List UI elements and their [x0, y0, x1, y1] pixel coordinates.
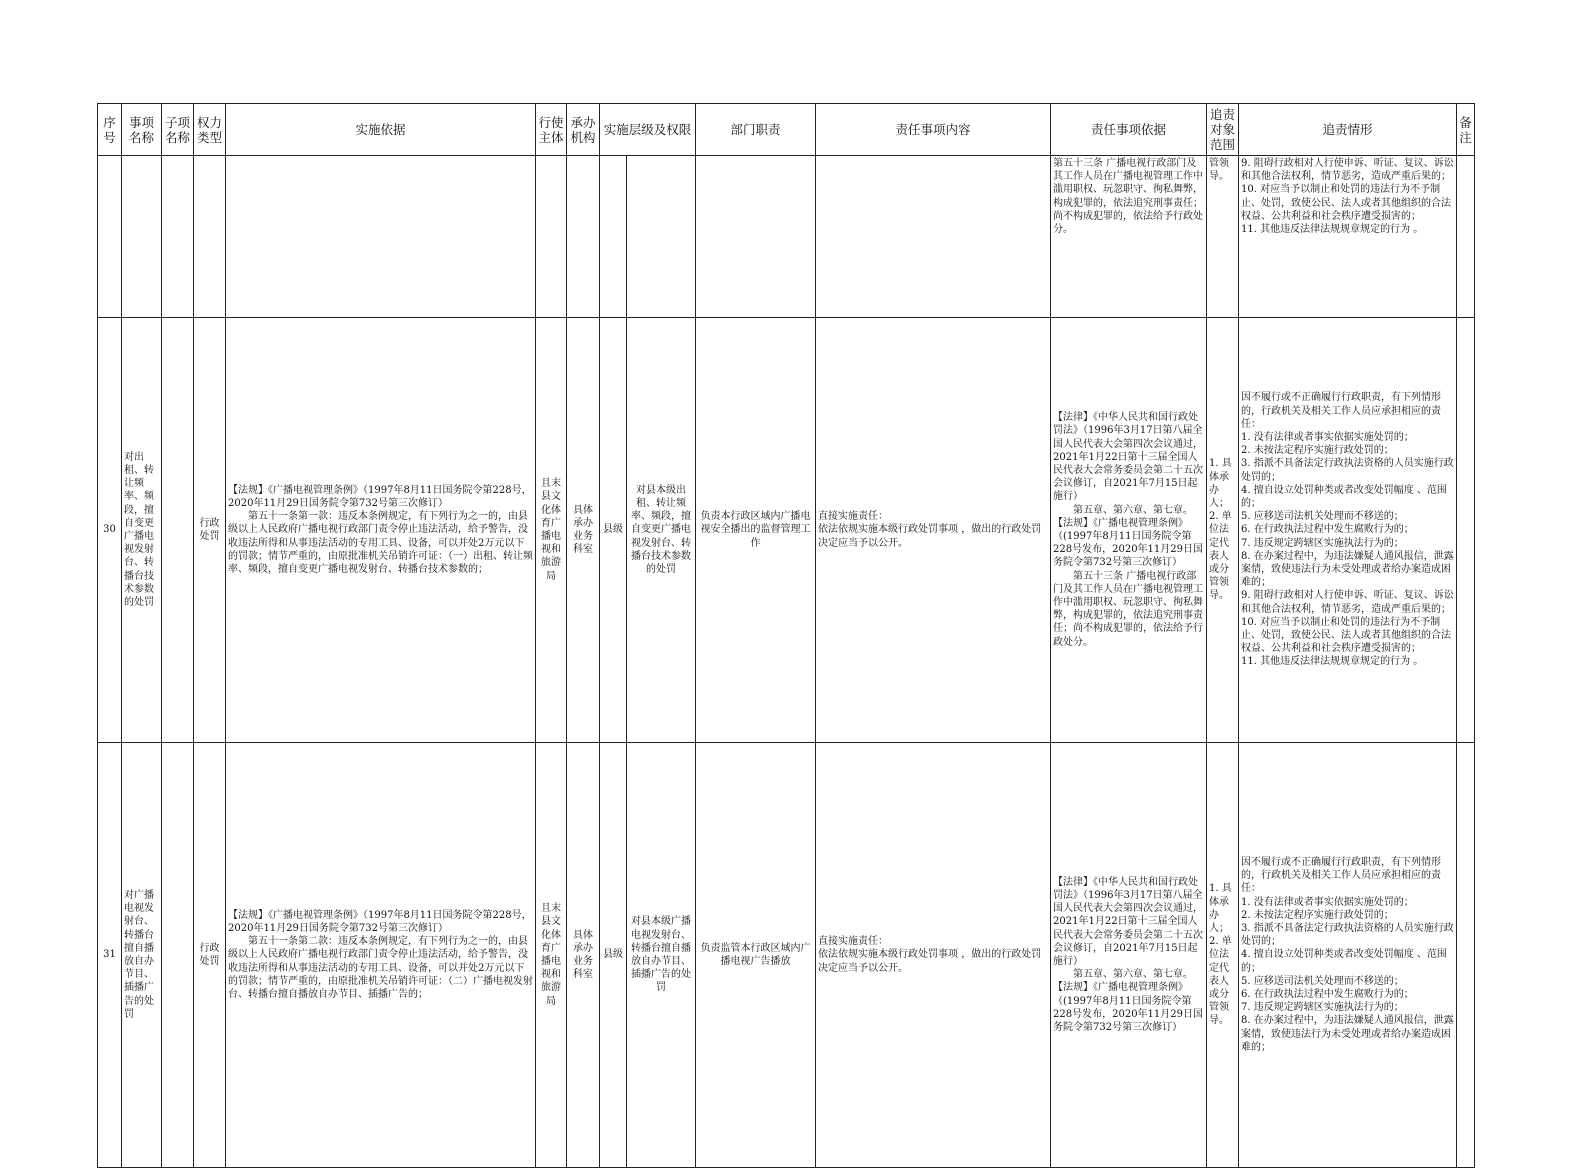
- seq-cell: 31: [98, 743, 122, 1168]
- resp-basis-cell: 【法律】《中华人民共和国行政处罚法》（1996年3月17日第八届全国人民代表大会第四次会议通过，2021年1月22日第十三届全国人民代表大会常务委员会第二十五次会议修订，自2021年7月15日起施行） 第五章、第六章、第七章。 【法规】《广播电视管理条例》（(1997年8月11日国务院令第228号发布，2020年11月29日国务院令第732号第三次修订）: [1051, 743, 1207, 1168]
- level-cell: 县级: [600, 318, 627, 743]
- col-resp-basis-header: 责任事项依据: [1051, 104, 1207, 156]
- col-seq-header: 序号: [98, 104, 122, 156]
- item-cell: 对出租、转让频率、频段，擅自变更广播电视发射台、转播台技术参数的处罚: [122, 318, 162, 743]
- subject-cell: [536, 156, 567, 318]
- subject-cell: 且末县文化体育广播电视和旅游局: [536, 318, 567, 743]
- table-row: [98, 318, 1475, 743]
- basis-cell: [226, 156, 536, 318]
- col-scope-header: 追责对象范围: [1207, 104, 1239, 156]
- power-type-cell: 行政处罚: [194, 318, 226, 743]
- power-type-cell: [194, 156, 226, 318]
- subitem-cell: [162, 156, 194, 318]
- seq-cell: [98, 156, 122, 318]
- resp-content-cell: [816, 156, 1051, 318]
- basis-cell: 【法规】《广播电视管理条例》（1997年8月11日国务院令第228号，2020年11月29日国务院令第732号第三次修订） 第五十一条第一款：违反本条例规定，有下列行为之一的，由县级以上人民政府广播电视行政部门责令停止违法活动，给予警告，没收违法所得和从事违法活动的专用工具、设备，可以并处2万元以下的罚款；情节严重的，由原批准机关吊销许可证：（一）出租、转让频率、频段，擅自变更广播电视发射台、转播台技术参数的；: [226, 318, 536, 743]
- basis-cell: 【法规】《广播电视管理条例》（1997年8月11日国务院令第228号，2020年11月29日国务院令第732号第三次修订） 第五十一条第二款：违反本条例规定，有下列行为之一的，由县级以上人民政府广播电视行政部门责令停止违法活动，给予警告，没收违法所得和从事违法活动的专用工具、设备，可以并处2万元以下的罚款；情节严重的，由原批准机关吊销许可证：（二）广播电视发射台、转播台擅自播放自办节目、插播广告的；: [226, 743, 536, 1168]
- item-cell: [122, 156, 162, 318]
- remark-cell: [1457, 743, 1475, 1168]
- col-level-header: 实施层级及权限: [600, 104, 696, 156]
- col-resp-content-header: 责任事项内容: [816, 104, 1051, 156]
- col-remark-header: 备注: [1457, 104, 1475, 156]
- level-cell: 县级: [600, 743, 627, 1168]
- resp-content-cell: 直接实施责任： 依法依规实施本级行政处罚事项 ，做出的行政处罚决定应当予以公开。: [816, 743, 1051, 1168]
- subitem-cell: [162, 743, 194, 1168]
- col-office-header: 承办机构: [567, 104, 600, 156]
- col-subitem-header: 子项名称: [162, 104, 194, 156]
- resp-basis-cell: 【法律】《中华人民共和国行政处罚法》（1996年3月17日第八届全国人民代表大会第四次会议通过，2021年1月22日第十三届全国人民代表大会常务委员会第二十五次会议修订，自2021年7月15日起施行） 第五章、第六章、第七章。 【法规】《广播电视管理条例》（(1997年8月11日国务院令第228号发布，2020年11月29日国务院令第732号第三次修订） 第五十三条 广播电视行政部门及其工作人员在广播电视管理工作中滥用职权、玩忽职守、徇私舞弊，构成犯罪的，依法追究刑事责任；尚不构成犯罪的，依法给予行政处分。: [1051, 318, 1207, 743]
- col-basis-header: 实施依据: [226, 104, 536, 156]
- dept-duty-cell: 负责本行政区域内广播电视安全播出的监督管理工作: [696, 318, 816, 743]
- level-cell: [600, 156, 627, 318]
- col-subject-header: 行使主体: [536, 104, 567, 156]
- table-row: [98, 156, 1475, 318]
- dept-duty-cell: 负责监管本行政区域内广播电视广告播放: [696, 743, 816, 1168]
- col-accountability-header: 追责情形: [1239, 104, 1457, 156]
- accountability-cell: 9. 阻碍行政相对人行使申诉、听证、复议、诉讼和其他合法权利，情节恶劣，造成严重后果的； 10. 对应当予以制止和处罚的违法行为不予制止、处罚，致使公民、法人或者其他组织的合法权益、公共利益和社会秩序遭受损害的； 11. 其他违反法律法规规章规定的行为 。: [1239, 156, 1457, 318]
- level-scope-cell: 对县本级出租、转让频率、频段，擅自变更广播电视发射台、转播台技术参数的处罚: [627, 318, 696, 743]
- col-dept-duty-header: 部门职责: [696, 104, 816, 156]
- document-sheet: [97, 103, 1474, 1053]
- table-row: [98, 743, 1475, 1168]
- office-cell: 具体承办业务科室: [567, 743, 600, 1168]
- office-cell: 具体承办业务科室: [567, 318, 600, 743]
- accountability-cell: 因不履行或不正确履行行政职责，有下列情形的，行政机关及相关工作人员应承担相应的责任： 1. 没有法律或者事实依据实施处罚的； 2. 未按法定程序实施行政处罚的； 3. 指派不具备法定行政执法资格的人员实施行政处罚的； 4. 擅自设立处罚种类或者改变处罚幅度 、范围的； 5. 应移送司法机关处理而不移送的； 6. 在行政执法过程中发生腐败行为的； 7. 违反规定跨辖区实施执法行为的； 8. 在办案过程中，为违法嫌疑人通风报信，泄露案情，致使违法行为未受处理或者给办案造成困难的； 9. 阻碍行政相对人行使申诉、听证、复议、诉讼和其他合法权利，情节恶劣，造成严重后果的； 10. 对应当予以制止和处罚的违法行为不予制止、处罚，致使公民、法人或者其他组织的合法权益、公共利益和社会秩序遭受损害的； 11. 其他违反法律法规规章规定的行为 。: [1239, 318, 1457, 743]
- resp-content-cell: 直接实施责任： 依法依规实施本级行政处罚事项 ，做出的行政处罚决定应当予以公开。: [816, 318, 1051, 743]
- level-scope-cell: [627, 156, 696, 318]
- subitem-cell: [162, 318, 194, 743]
- item-cell: 对广播电视发射台、转播台擅自播放自办节目、插播广告的处罚: [122, 743, 162, 1168]
- seq-cell: 30: [98, 318, 122, 743]
- scope-cell: 1. 具体承办人； 2. 单位法定代表人或分管领导。: [1207, 743, 1239, 1168]
- col-power-type-header: 权力类型: [194, 104, 226, 156]
- col-item-header: 事项名称: [122, 104, 162, 156]
- remark-cell: [1457, 156, 1475, 318]
- resp-basis-cell: 第五十三条 广播电视行政部门及其工作人员在广播电视管理工作中滥用职权、玩忽职守、徇私舞弊，构成犯罪的，依法追究刑事责任；尚不构成犯罪的，依法给予行政处分。: [1051, 156, 1207, 318]
- subject-cell: 且末县文化体育广播电视和旅游局: [536, 743, 567, 1168]
- scope-cell: 1. 具体承办人； 2. 单位法定代表人或分管领导。: [1207, 318, 1239, 743]
- level-scope-cell: 对县本级广播电视发射台、转播台擅自播放自办节目、插播广告的处罚: [627, 743, 696, 1168]
- scope-cell: 管领导。: [1207, 156, 1239, 318]
- accountability-cell: 因不履行或不正确履行行政职责，有下列情形的，行政机关及相关工作人员应承担相应的责任： 1. 没有法律或者事实依据实施处罚的； 2. 未按法定程序实施行政处罚的； 3. 指派不具备法定行政执法资格的人员实施行政处罚的； 4. 擅自设立处罚种类或者改变处罚幅度 、范围的； 5. 应移送司法机关处理而不移送的； 6. 在行政执法过程中发生腐败行为的； 7. 违反规定跨辖区实施执法行为的； 8. 在办案过程中，为违法嫌疑人通风报信，泄露案情，致使违法行为未受处理或者给办案造成困难的；: [1239, 743, 1457, 1168]
- remark-cell: [1457, 318, 1475, 743]
- dept-duty-cell: [696, 156, 816, 318]
- header-row: [98, 104, 1475, 156]
- power-responsibility-table: [97, 103, 1475, 1168]
- power-type-cell: 行政处罚: [194, 743, 226, 1168]
- office-cell: [567, 156, 600, 318]
